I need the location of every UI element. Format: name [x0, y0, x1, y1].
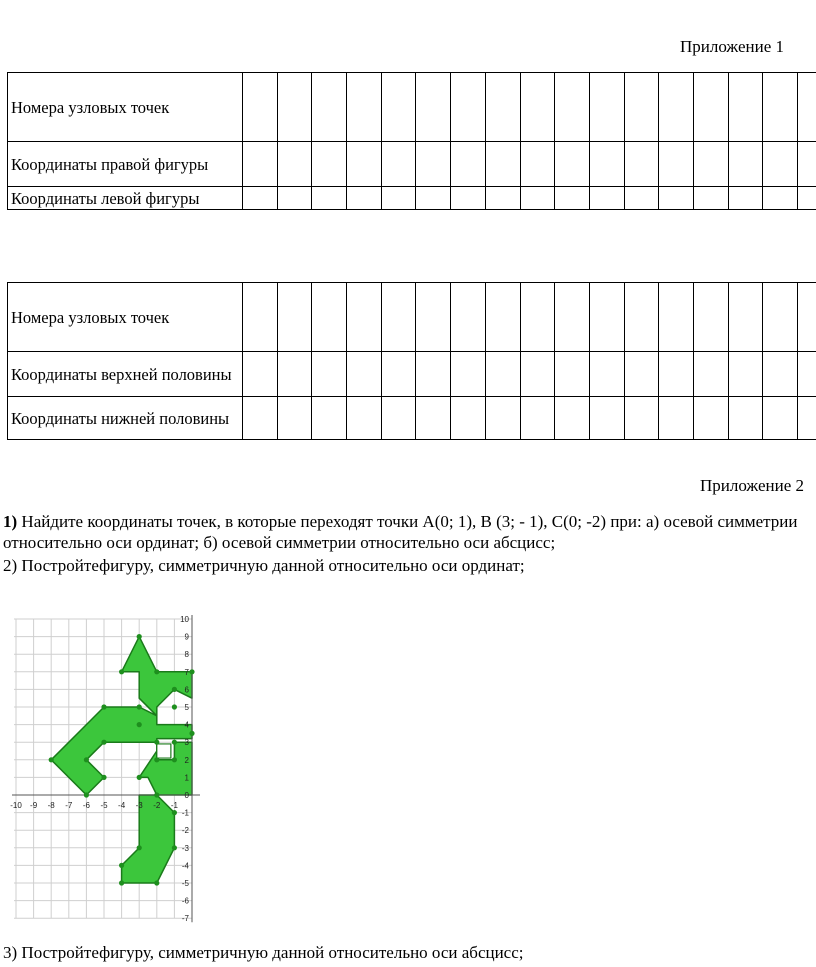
node-point	[172, 740, 177, 745]
y-tick-label: -4	[181, 861, 189, 871]
y-tick-label: 2	[184, 755, 189, 765]
table2-empty-cell	[728, 283, 763, 352]
table2-empty-cell	[659, 352, 694, 397]
table2-empty-cell	[416, 352, 451, 397]
table1-empty-cell	[451, 73, 486, 142]
x-tick-label: -5	[100, 801, 108, 810]
table2-empty-cell	[416, 283, 451, 352]
table2-empty-cell	[624, 397, 659, 440]
table2-empty-cell	[693, 283, 728, 352]
table2-empty-cell	[798, 283, 816, 352]
table2-empty-cell	[277, 397, 312, 440]
table1-row	[8, 142, 816, 187]
table1-empty-cell	[555, 73, 590, 142]
y-tick-label: 8	[184, 650, 189, 660]
y-tick-label: 4	[184, 720, 189, 730]
table2-empty-cell	[763, 352, 798, 397]
y-tick-label: 1	[184, 773, 189, 783]
node-point	[154, 792, 159, 797]
table2-empty-cell	[347, 283, 382, 352]
node-point	[119, 669, 124, 674]
node-point	[189, 669, 194, 674]
task-1-text: Найдите координаты точек, в которые переходят точки А(0; 1), В (3; - 1), С(0; -2) при: а) осевой симметрии относительно оси ординат; б) осевой симметрии относительно оси абсцисс;	[3, 512, 798, 552]
table1-empty-cell	[728, 187, 763, 210]
table1-empty-cell	[728, 142, 763, 187]
table2-empty-cell	[416, 397, 451, 440]
table1-empty-cell	[381, 187, 416, 210]
x-tick-label: -10	[10, 801, 22, 810]
table1-empty-cell	[381, 142, 416, 187]
table1-empty-cell	[659, 187, 694, 210]
node-point	[137, 722, 142, 727]
y-tick-label: 6	[184, 685, 189, 695]
x-tick-label: -1	[170, 801, 178, 810]
node-point	[101, 704, 106, 709]
table2-empty-cell	[763, 397, 798, 440]
x-tick-label: -9	[30, 801, 38, 810]
node-point	[84, 757, 89, 762]
table1-empty-cell	[312, 187, 347, 210]
y-tick-label: -2	[181, 826, 189, 836]
table1-empty-cell	[693, 187, 728, 210]
x-tick-label: -4	[118, 801, 126, 810]
node-point	[172, 757, 177, 762]
table2-empty-cell	[798, 397, 816, 440]
table1-empty-cell	[485, 142, 520, 187]
table2-row-label: Координаты верхней половины	[8, 352, 243, 397]
table2-empty-cell	[381, 283, 416, 352]
table2-empty-cell	[243, 397, 278, 440]
x-tick-label: -7	[65, 801, 73, 810]
x-tick-label: -3	[135, 801, 143, 810]
node-point	[137, 775, 142, 780]
table1-row	[8, 187, 816, 210]
table2-empty-cell	[485, 352, 520, 397]
table1-empty-cell	[798, 142, 816, 187]
table1-empty-cell	[451, 187, 486, 210]
table1-empty-cell	[277, 73, 312, 142]
table2-empty-cell	[381, 352, 416, 397]
table2-empty-cell	[485, 397, 520, 440]
table1-empty-cell	[277, 142, 312, 187]
table1-empty-cell	[243, 142, 278, 187]
table2-empty-cell	[555, 352, 590, 397]
figure-window	[157, 744, 171, 758]
table1-empty-cell	[659, 142, 694, 187]
y-tick-label: -1	[181, 808, 189, 818]
table2-empty-cell	[624, 352, 659, 397]
y-tick-label: -5	[181, 879, 189, 888]
table2-empty-cell	[277, 352, 312, 397]
appendix-1-heading: Приложение 1	[680, 37, 784, 56]
table1-empty-cell	[555, 142, 590, 187]
table1-empty-cell	[347, 187, 382, 210]
table2-empty-cell	[624, 283, 659, 352]
node-point	[154, 757, 159, 762]
table1-row	[8, 73, 816, 142]
table2-empty-cell	[347, 352, 382, 397]
table1-empty-cell	[798, 73, 816, 142]
table1-empty-cell	[624, 73, 659, 142]
coordinates-table-horizontal-symmetry	[7, 282, 816, 440]
node-point	[172, 687, 177, 692]
table2-empty-cell	[243, 283, 278, 352]
node-point	[137, 845, 142, 850]
table2-row	[8, 352, 816, 397]
table2-empty-cell	[589, 397, 624, 440]
table1-empty-cell	[243, 187, 278, 210]
table1-empty-cell	[589, 187, 624, 210]
y-tick-label: -3	[181, 843, 189, 853]
table2-empty-cell	[728, 352, 763, 397]
table2-empty-cell	[243, 352, 278, 397]
task-2: 2) Постройтефигуру, симметричную данной относительно оси ординат;	[3, 556, 525, 575]
task-1-number: 1)	[3, 512, 18, 531]
node-point	[101, 740, 106, 745]
table1-empty-cell	[624, 187, 659, 210]
node-point	[154, 669, 159, 674]
table1-empty-cell	[347, 73, 382, 142]
x-tick-label: -8	[47, 801, 55, 810]
table1-empty-cell	[763, 187, 798, 210]
node-point	[172, 845, 177, 850]
table1-empty-cell	[763, 142, 798, 187]
table1-empty-cell	[624, 142, 659, 187]
node-point	[49, 757, 54, 762]
coordinates-table-vertical-symmetry	[7, 72, 816, 210]
table2-empty-cell	[589, 352, 624, 397]
table1-empty-cell	[347, 142, 382, 187]
table1-empty-cell	[416, 187, 451, 210]
table2-empty-cell	[763, 283, 798, 352]
table1-empty-cell	[520, 142, 555, 187]
node-point	[154, 740, 159, 745]
table1-row-label: Координаты левой фигуры	[8, 187, 243, 210]
table2-empty-cell	[451, 283, 486, 352]
table2-empty-cell	[485, 283, 520, 352]
table1-empty-cell	[381, 73, 416, 142]
y-tick-label: 0	[184, 791, 189, 800]
table2-row	[8, 397, 816, 440]
table2-row-label: Координаты нижней половины	[8, 397, 243, 440]
table2-empty-cell	[693, 352, 728, 397]
table2-row	[8, 283, 816, 352]
table2-empty-cell	[451, 397, 486, 440]
table2-empty-cell	[312, 352, 347, 397]
table1-empty-cell	[243, 73, 278, 142]
table2-empty-cell	[520, 283, 555, 352]
table2-empty-cell	[659, 283, 694, 352]
table2-empty-cell	[728, 397, 763, 440]
coordinate-grid-figure	[0, 578, 200, 940]
table1-empty-cell	[589, 73, 624, 142]
table1-row-label: Координаты правой фигуры	[8, 142, 243, 187]
y-tick-label: -7	[181, 914, 189, 924]
y-tick-label: 10	[180, 615, 189, 624]
table2-empty-cell	[659, 397, 694, 440]
table2-empty-cell	[312, 397, 347, 440]
table2-empty-cell	[312, 283, 347, 352]
y-tick-label: 3	[184, 738, 189, 748]
table2-empty-cell	[798, 352, 816, 397]
node-point	[154, 880, 159, 885]
table2-row-label: Номера узловых точек	[8, 283, 243, 352]
table2-empty-cell	[347, 397, 382, 440]
y-tick-label: 5	[184, 703, 189, 712]
table1-empty-cell	[416, 73, 451, 142]
node-point	[189, 731, 194, 736]
table1-empty-cell	[485, 73, 520, 142]
table1-empty-cell	[693, 73, 728, 142]
table1-empty-cell	[763, 73, 798, 142]
y-tick-label: -6	[181, 896, 189, 906]
table1-empty-cell	[277, 187, 312, 210]
y-tick-label: 7	[184, 667, 189, 677]
node-point	[84, 792, 89, 797]
node-point	[137, 704, 142, 709]
table1-empty-cell	[416, 142, 451, 187]
table2-empty-cell	[693, 397, 728, 440]
table1-empty-cell	[312, 73, 347, 142]
table1-empty-cell	[520, 187, 555, 210]
table2-empty-cell	[451, 352, 486, 397]
appendix-2-heading: Приложение 2	[700, 476, 804, 495]
table1-empty-cell	[520, 73, 555, 142]
node-point	[172, 704, 177, 709]
table1-empty-cell	[555, 187, 590, 210]
table1-empty-cell	[312, 142, 347, 187]
table1-empty-cell	[693, 142, 728, 187]
table2-empty-cell	[520, 397, 555, 440]
table1-empty-cell	[589, 142, 624, 187]
node-point	[172, 810, 177, 815]
table2-empty-cell	[589, 283, 624, 352]
node-point	[101, 775, 106, 780]
task-3: 3) Постройтефигуру, симметричную данной относительно оси абсцисс;	[3, 943, 524, 962]
table2-empty-cell	[520, 352, 555, 397]
node-point	[119, 863, 124, 868]
table2-empty-cell	[381, 397, 416, 440]
task-1	[3, 511, 803, 553]
table1-empty-cell	[451, 142, 486, 187]
x-tick-label: -2	[153, 801, 161, 810]
table1-row-label: Номера узловых точек	[8, 73, 243, 142]
y-tick-label: 9	[184, 632, 189, 642]
table1-empty-cell	[485, 187, 520, 210]
table2-empty-cell	[555, 397, 590, 440]
table1-empty-cell	[798, 187, 816, 210]
table2-empty-cell	[555, 283, 590, 352]
table1-empty-cell	[728, 73, 763, 142]
node-point	[119, 880, 124, 885]
node-point	[137, 634, 142, 639]
x-tick-label: -6	[82, 801, 90, 810]
table1-empty-cell	[659, 73, 694, 142]
table2-empty-cell	[277, 283, 312, 352]
